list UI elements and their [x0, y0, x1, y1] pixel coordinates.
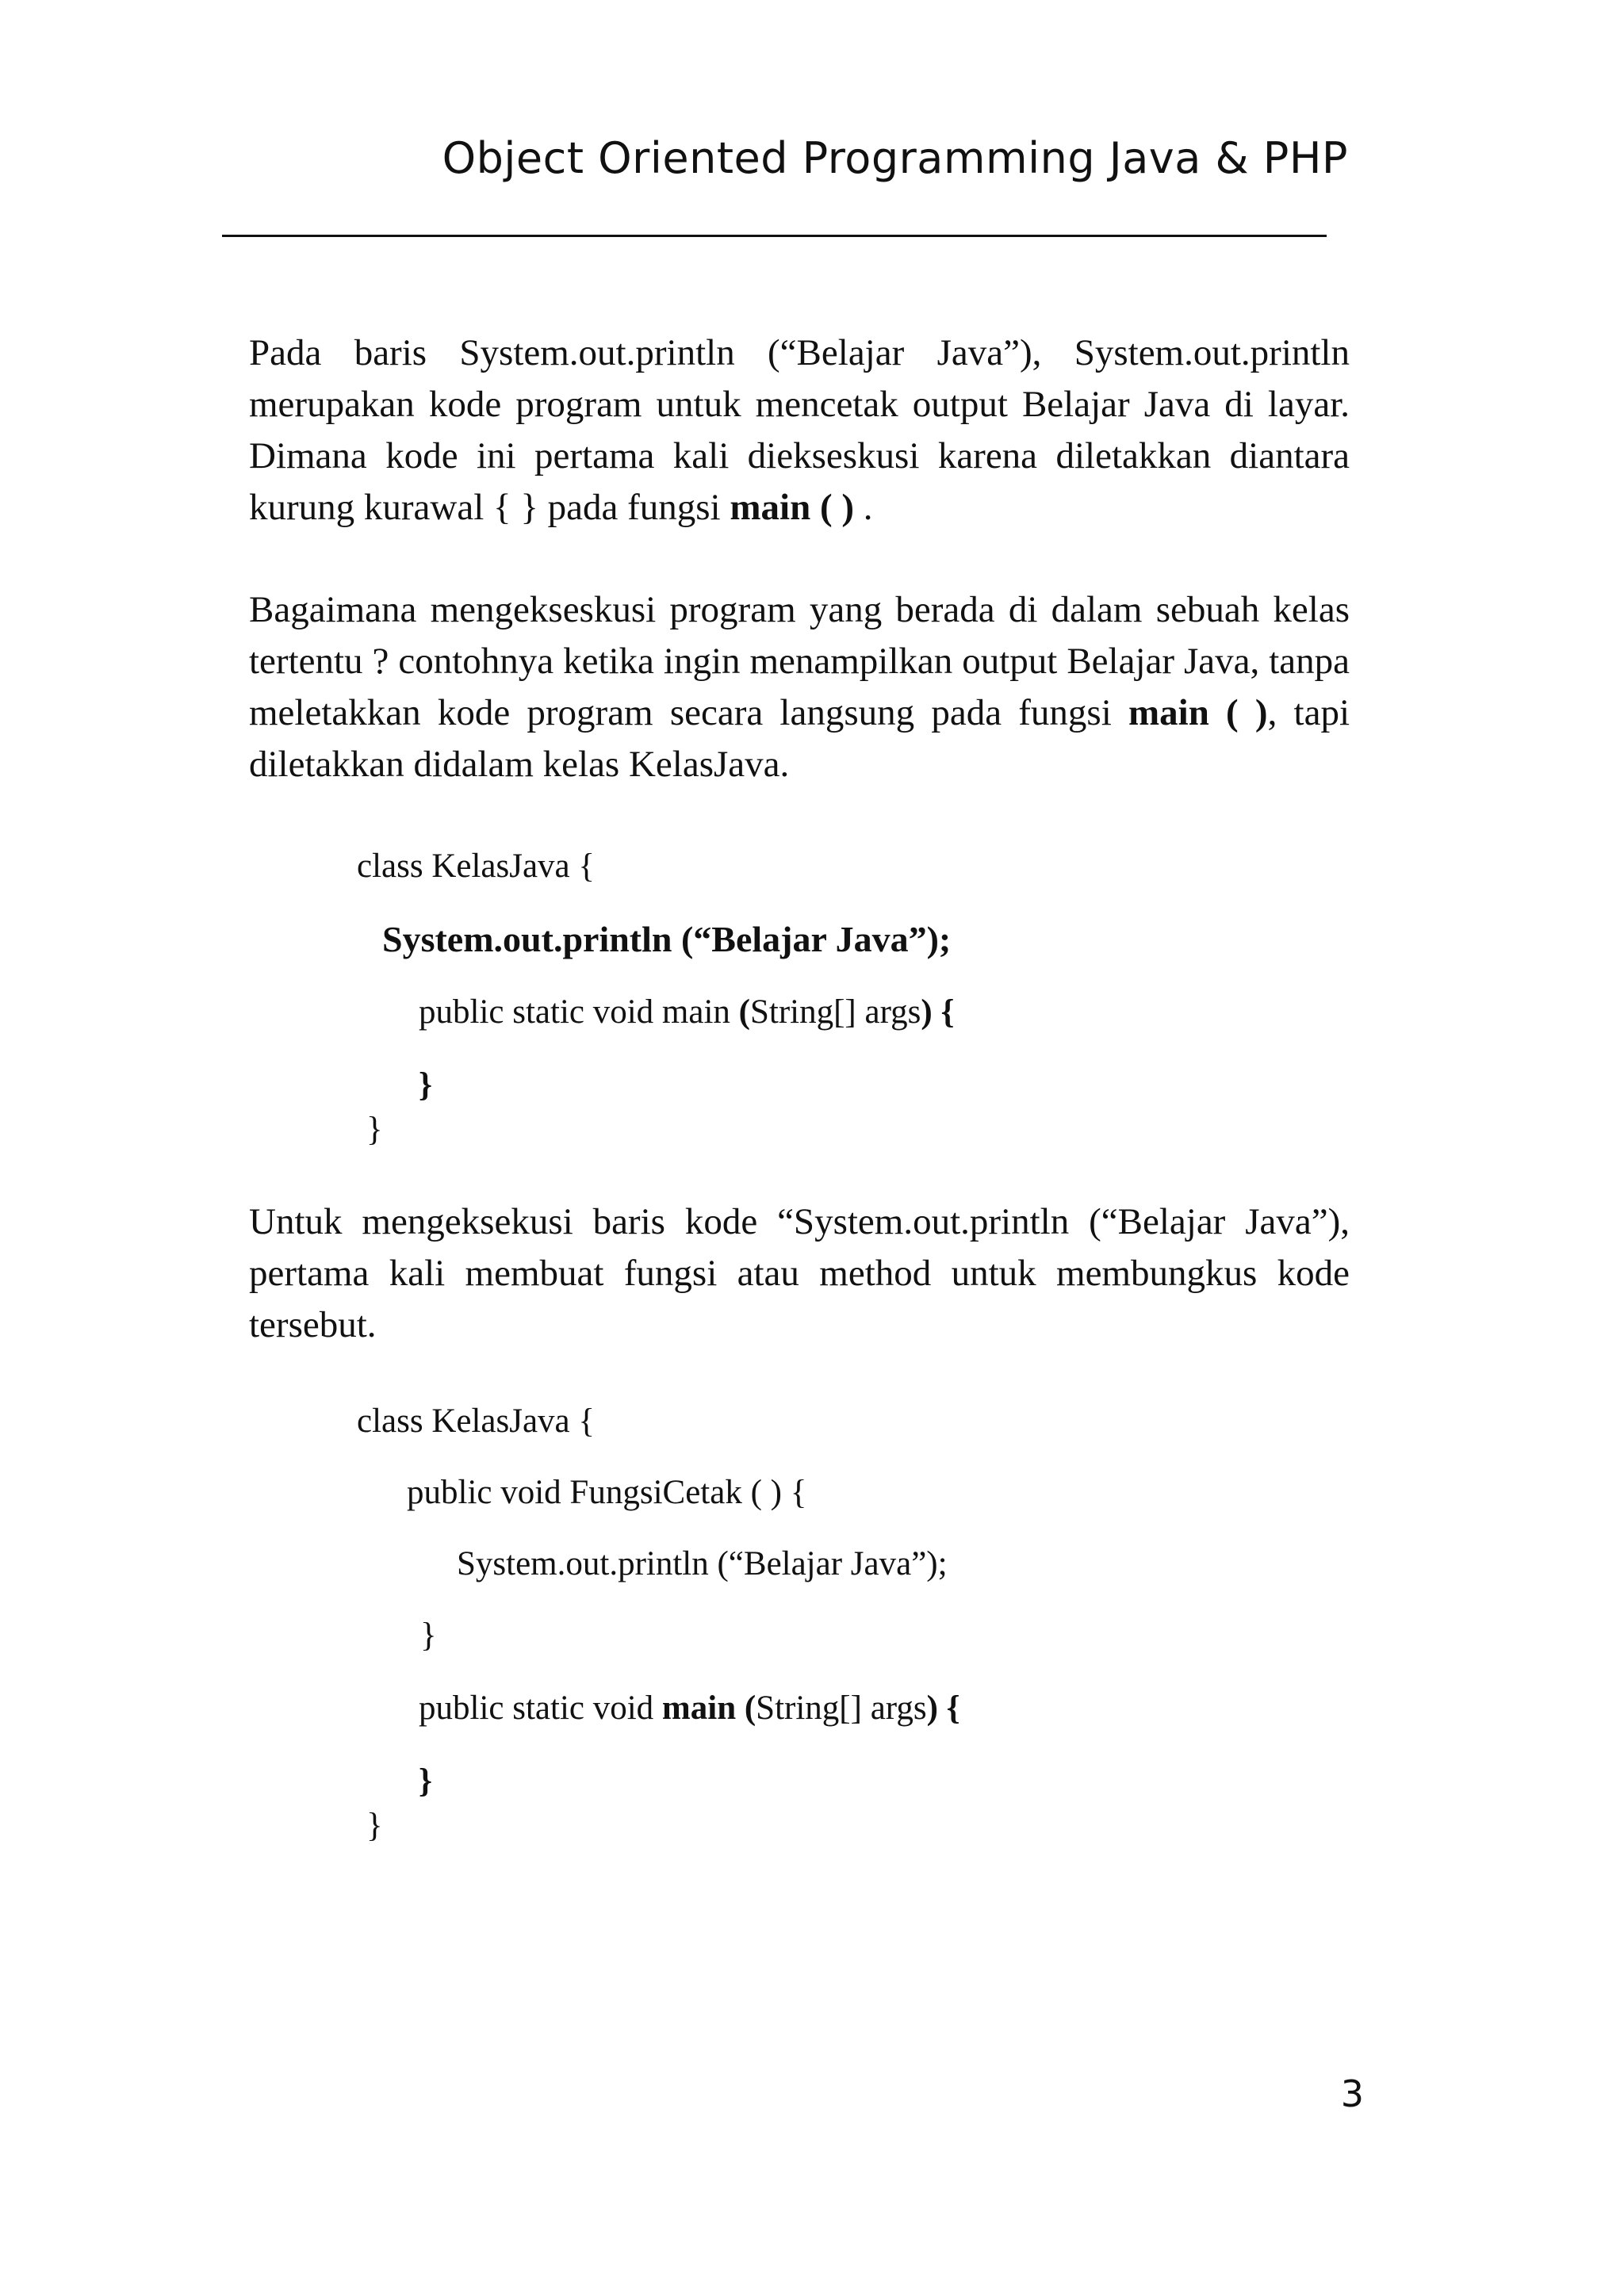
code-1-line-2-text: System.out.println (“Belajar Java”); [382, 919, 952, 959]
code-2-line-7: } [366, 1807, 383, 1844]
paragraph-2-bold: main ( ) [1128, 692, 1268, 733]
paragraph-2-tail: , tapi diletakkan didalam kelas KelasJava. [249, 692, 1350, 785]
paragraph-1-text: Pada baris System.out.println (“Belajar Java”), System.out.println merupakan kode program untuk mencetak output Belajar Java di layar. Dimana kode ini pertama kali diekseskusi karena diletakkan diantara kurung kurawal { } pada fungsi [249, 332, 1350, 528]
code-1-line-3-d: ) { [921, 993, 955, 1031]
code-2-line-2: public void FungsiCetak ( ) { [407, 1474, 807, 1511]
code-1-line-3-a: public static void main [419, 993, 739, 1031]
code-1-line-3-b: ( [738, 993, 750, 1031]
paragraph-1-bold: main ( ) [730, 487, 855, 528]
code-1-line-3-c: String[] args [749, 993, 921, 1031]
code-1-line-4-text: } [419, 1066, 432, 1104]
paragraph-1-tail: . [854, 487, 873, 528]
paragraph-2 [249, 584, 1350, 790]
code-1-line-5: } [366, 1111, 383, 1148]
header-rule [222, 235, 1327, 237]
code-1-line-4 [419, 1064, 432, 1107]
page-number: 3 [1340, 2072, 1364, 2115]
code-2-line-5-b: main ( [661, 1689, 756, 1727]
code-2-line-5-c: String[] args [756, 1689, 927, 1727]
code-2-line-4: } [420, 1617, 437, 1654]
code-1-line-1: class KelasJava { [357, 848, 596, 885]
code-2-line-6 [419, 1760, 432, 1803]
paragraph-3: Untuk mengeksekusi baris kode “System.out.println (“Belajar Java”), pertama kali membuat fungsi atau method untuk membungkus kode tersebut. [249, 1201, 1350, 1345]
code-1-line-2 [382, 918, 951, 961]
code-1-line-3 [419, 991, 954, 1034]
running-header: Object Oriented Programming Java & PHP [442, 133, 1348, 183]
code-2-line-3: System.out.println (“Belajar Java”); [457, 1545, 948, 1582]
code-2-line-6-text: } [419, 1762, 432, 1800]
code-2-line-1: class KelasJava { [357, 1402, 596, 1440]
code-2-line-5-d: ) { [926, 1689, 960, 1727]
code-2-line-5-a: public static void [419, 1689, 662, 1727]
paragraph-2-text: Bagaimana mengekseskusi program yang berada di dalam sebuah kelas tertentu ? contohnya ketika ingin menampilkan output Belajar Java, tanpa meletakkan kode program secara langsung pada fungsi [249, 589, 1350, 733]
paragraph-1 [249, 327, 1350, 534]
code-2-line-5 [419, 1687, 960, 1730]
